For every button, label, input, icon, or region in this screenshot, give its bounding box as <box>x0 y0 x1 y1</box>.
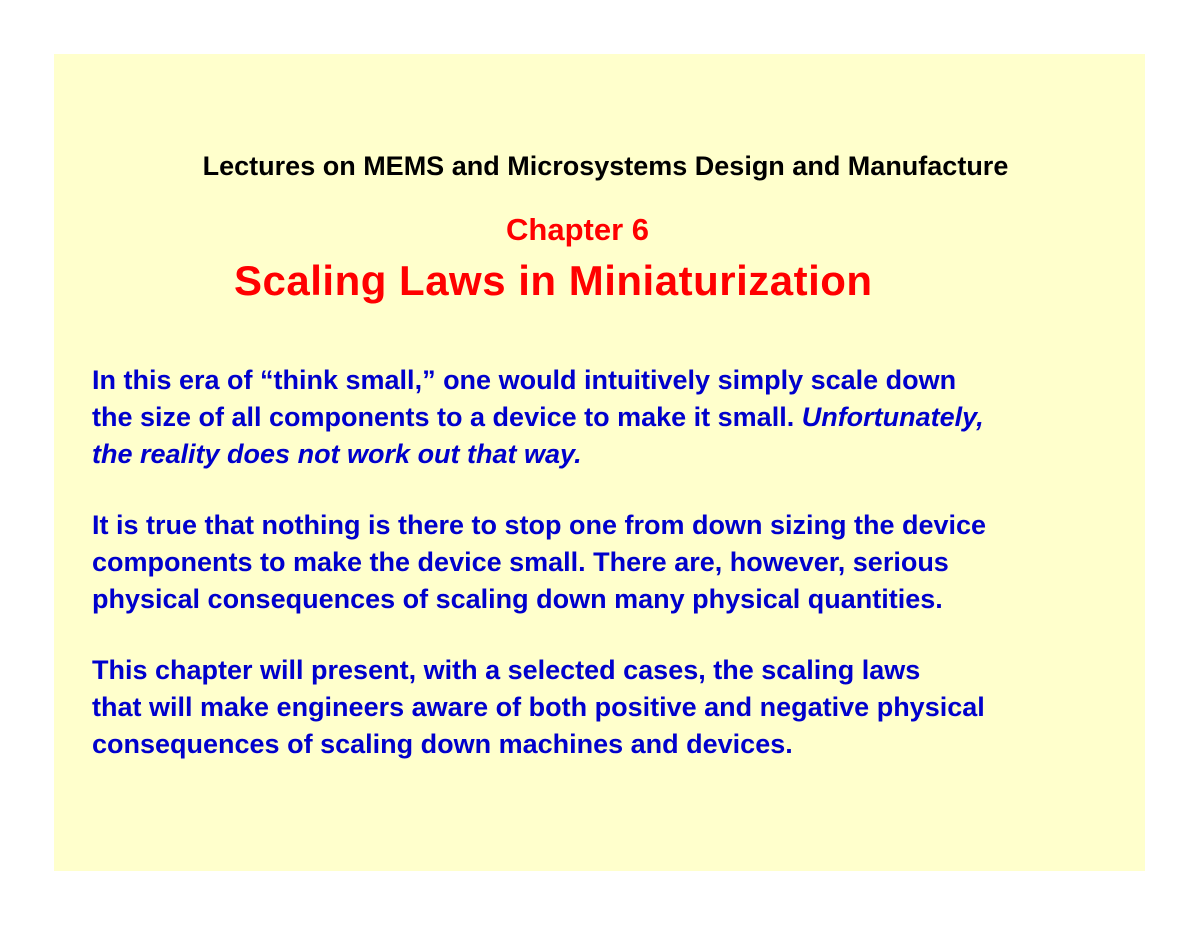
paragraph-line: This chapter will present, with a selected cases, the scaling laws <box>92 655 921 685</box>
paragraph-line <box>92 399 1122 436</box>
chapter-label: Chapter 6 <box>506 212 649 247</box>
paragraph-chapter-overview <box>92 652 1122 763</box>
emphasis-text: Unfortunately, <box>801 402 984 432</box>
emphasis-text: the reality does not work out that way. <box>92 439 582 469</box>
chapter-title: Scaling Laws in Miniaturization <box>234 257 873 304</box>
slide <box>54 54 1145 871</box>
paragraph-line: In this era of “think small,” one would intuitively simply scale down <box>92 365 957 395</box>
paragraph-text: the size of all components to a device to make it small. <box>92 402 802 432</box>
course-title: Lectures on MEMS and Microsystems Design and Manufacture <box>202 151 1009 181</box>
paragraph-line: It is true that nothing is there to stop one from down sizing the device <box>92 510 987 540</box>
paragraph-intro <box>92 362 1122 473</box>
paragraph-line: components to make the device small. There are, however, serious <box>92 547 949 577</box>
paragraph-line <box>92 436 1122 473</box>
paragraph-consequences <box>92 507 1122 618</box>
paragraph-line: that will make engineers aware of both positive and negative physical <box>92 692 985 722</box>
paragraph-line: physical consequences of scaling down many physical quantities. <box>92 584 943 614</box>
paragraph-line: consequences of scaling down machines and devices. <box>92 729 793 759</box>
